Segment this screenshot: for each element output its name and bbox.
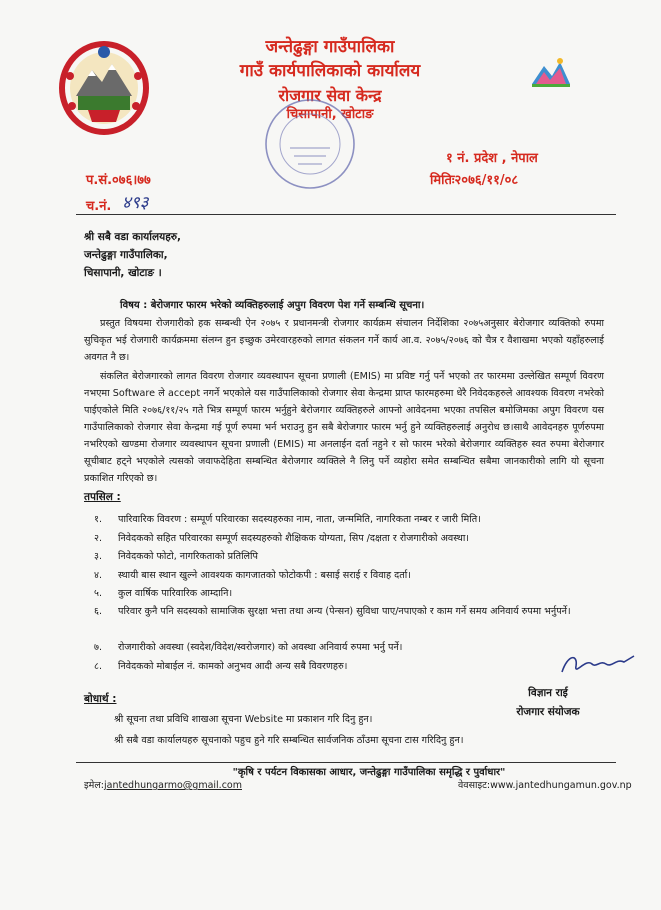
- handwritten-signature: [558, 650, 638, 680]
- list-number: ५.: [94, 588, 103, 599]
- dispatch-label: च.नं.: [86, 199, 112, 214]
- list-text: निवेदकको सहित परिवारका सम्पूर्ण सदस्यहरुको शैक्षिकक योग्यता, सिप /दक्षता र रोजगारीको अवस्था।: [118, 533, 470, 544]
- province-line: १ नं. प्रदेश , नेपाल: [446, 151, 538, 166]
- addressee-line-3: चिसापानी, खोटाङ ।: [84, 267, 162, 279]
- municipality-name: जन्तेढुङ्गा गाउँपालिका: [265, 37, 395, 57]
- office-stamp: [262, 96, 358, 192]
- tapsil-heading: तपसिल :: [84, 491, 121, 503]
- bodhartha-line-1: श्री सूचना तथा प्रविधि शाखआ सूचना Website मा प्रकाशन गरि दिनु हुन।: [114, 714, 373, 725]
- footer-website: [458, 778, 632, 791]
- footer-slogan: "कृषि र पर्यटन विकासका आधार, जन्तेढुङ्गा गाउँपालिका समृद्धि र पुर्वाधार": [232, 767, 506, 778]
- list-number: ८.: [94, 661, 103, 672]
- footer-email: [84, 778, 242, 791]
- list-text: निवेदकको मोबाईल नं. कामको अनुभव आदी अन्य सबै विवरणहरु।: [118, 661, 348, 672]
- letter-date: मितिः२०७६/११/०८: [430, 173, 519, 188]
- nepal-emblem-icon: [58, 36, 150, 136]
- addressee-line-2: जन्तेढुङ्गा गाउँपालिका,: [84, 249, 168, 261]
- header-divider: [76, 214, 616, 215]
- fiscal-year-ref: प.सं.०७६।७७: [86, 173, 151, 188]
- list-number: २.: [94, 533, 103, 544]
- list-number: १.: [94, 514, 103, 525]
- list-text: परिवार कुनै पनि सदस्यको सामाजिक सुरक्षा भत्ता तथा अन्य (पेन्सन) सुविधा पाए/नपाएको र काम गर्ने समय अनिवार्य रुपमा भर्नुपर्ने।: [118, 606, 571, 617]
- list-item: [94, 659, 604, 675]
- list-number: ३.: [94, 551, 103, 562]
- dispatch-number: ४९३: [122, 193, 149, 213]
- website-link[interactable]: www.jantedhungamun.gov.np: [490, 780, 632, 791]
- letter-subject: विषय : बेरोजगार फारम भरेको व्यक्तिहरुलाई अपुग विवरण पेश गर्ने सम्बन्धि सूचना।: [120, 300, 425, 311]
- addressee-line-1: श्री सबै वडा कार्यालयहरु,: [84, 231, 182, 243]
- list-text: स्थायी बास स्थान खुल्ने आवश्यक कागजातको फोटोकपी : बसाई सराई र विवाह दर्ता।: [118, 570, 411, 581]
- bodhartha-line-2: श्री सबै वडा कार्यालयहरु सूचनाको पहुच हुने गरि सम्बन्धित सार्वजनिक ठाँउमा सूचना टास गरिदिनु हुन।: [114, 735, 464, 746]
- email-link[interactable]: jantedhungarmo@gmail.com: [104, 780, 242, 791]
- list-item: [94, 586, 604, 602]
- list-number: ७.: [94, 642, 103, 653]
- list-text: रोजगारीको अवस्था (स्वदेश/विदेश/स्वरोजगार) को अवस्था अनिवार्य रुपमा भर्नु पर्ने।: [118, 642, 403, 653]
- list-text: निवेदकको फोटो, नागरिकताको प्रतिलिपि: [118, 551, 258, 562]
- email-label: इमेल:: [84, 780, 104, 791]
- office-location: चिसापानी, खोटाङ: [286, 107, 374, 122]
- list-number: ६.: [94, 606, 103, 617]
- list-item: [94, 640, 604, 656]
- program-logo-icon: [530, 56, 572, 88]
- list-item: [94, 568, 604, 584]
- bodhartha-heading: बोधार्थ :: [84, 693, 117, 705]
- list-item: [94, 604, 604, 620]
- signatory-title: रोजगार संयोजक: [516, 706, 580, 718]
- body-paragraph-1: प्रस्तुत विषयमा रोजगारीको हक सम्बन्धी ऐन २०७५ र प्रधानमन्त्री रोजगार कार्यक्रम संचालन निर्देशिका २०७५अनुसार बेरोजगार व्यक्तिको रुपमा सुचिकृत भई रोजगारी कार्यक्रममा संलग्न हुन इच्छुक उमेरवारहरुको लागत संकलन गर्ने कार्य आ.व. २०७५/२०७६ को चैत्र र वैशाखमा भएको यहाँहरुलाई अवगत नै छ।: [84, 318, 604, 363]
- list-number: ४.: [94, 570, 103, 581]
- signatory-name: विज्ञान राई: [528, 687, 568, 699]
- list-item: [94, 549, 604, 565]
- website-label: वेवसाइट:: [458, 780, 491, 791]
- footer-divider: [76, 762, 616, 763]
- office-name: गाउँ कार्यपालिकाको कार्यालय: [239, 61, 421, 81]
- body-paragraph-2: संकलित बेरोजगारको लागत विवरण रोजगार व्यवस्थापन सूचना प्रणाली (EMIS) मा प्रविष्ट गर्नु पर्ने भएको तर फारममा उल्लेखित सम्पूर्ण विवरण नभएमा Software ले accept नगर्ने भएकोले यस गाउँपालिकाको रोजगार सेवा केन्द्रमा प्राप्त फारमहरुमा धेरै निवेदकहरुले आवश्यक विवरण नभरेको पाईएकोले मिति २०७६/११/२५ गते भित्र सम्पूर्ण फारम भर्नुहुने बेरोजगार व्यक्तिहरुले आफ्नो आवेदनमा भएका तपसिल बमोजिमका अपुग विवरण यस गाउँपालिकाको रोजगार सेवा केन्द्रमा गई पूर्ण रुपमा भर्न भराउनु हुन सबै बेरोजगार फारम भर्नु हुने व्यक्तिहरुलाई अनुरोध छ।साथै आवेदनहरु पूर्णरुपमा नभरिएको खण्डमा रोजगार व्यवस्थापन सूचना प्रणाली (EMIS) मा अनलाईन दर्ता नहुने र सो फारम भरेको बेरोजगार व्यक्तिहरु स्वत रुपमा बेरोजगार सूचीबाट हट्ने भएकोले त्यसको जवाफदेहिता सम्बन्धित बेरोजगार व्यक्तिले नै लिनु पर्ने व्यहोरा समेत सम्बन्धित सबैमा जानकारीको लागि यो सूचना प्रकाशित गरिएको छ।: [84, 371, 604, 484]
- list-text: कुल वार्षिक पारिवारिक आम्दानि।: [118, 588, 233, 599]
- centre-name: रोजगार सेवा केन्द्र: [278, 86, 382, 105]
- list-text: पारिवारिक विवरण : सम्पूर्ण परिवारका सदस्यहरुका नाम, नाता, जन्ममिति, नागरिकता नम्बर र जारी मिति।: [118, 514, 481, 525]
- list-item: [94, 531, 604, 547]
- list-item: [94, 512, 604, 528]
